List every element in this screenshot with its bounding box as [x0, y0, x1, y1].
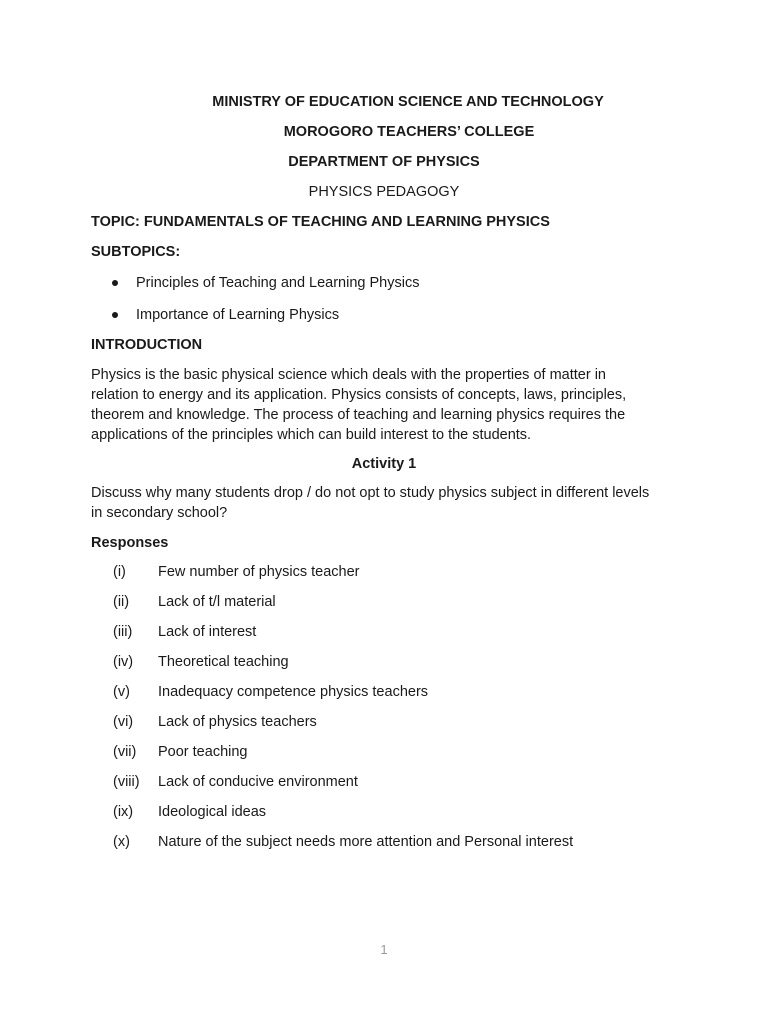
response-number: (vii) — [113, 744, 137, 760]
response-text: Lack of physics teachers — [158, 714, 317, 730]
response-number: (x) — [113, 834, 130, 850]
bullet-icon — [112, 312, 118, 318]
activity-question — [91, 483, 691, 523]
response-text: Lack of conducive environment — [158, 774, 358, 790]
paragraph-line: relation to energy and its application. Physics consists of concepts, laws, principles, — [91, 387, 627, 403]
paragraph-line: theorem and knowledge. The process of teaching and learning physics requires the — [91, 407, 626, 423]
response-text: Nature of the subject needs more attention and Personal interest — [158, 834, 574, 850]
introduction-paragraph — [91, 365, 691, 445]
question-line: in secondary school? — [91, 505, 228, 521]
responses-heading: Responses — [91, 535, 169, 551]
question-line: Discuss why many students drop / do not opt to study physics subject in different levels — [91, 485, 650, 501]
response-number: (iv) — [113, 654, 134, 670]
response-number: (iii) — [113, 624, 133, 640]
topic-heading: TOPIC: FUNDAMENTALS OF TEACHING AND LEARNING PHYSICS — [91, 214, 550, 230]
response-number: (ix) — [113, 804, 134, 820]
response-text: Inadequacy competence physics teachers — [158, 684, 429, 700]
response-text: Lack of interest — [158, 624, 257, 640]
response-text: Poor teaching — [158, 744, 248, 760]
response-number: (ii) — [113, 594, 130, 610]
paragraph-line: applications of the principles which can build interest to the students. — [91, 427, 532, 443]
college-heading: MOROGORO TEACHERS’ COLLEGE — [283, 124, 535, 140]
response-number: (vi) — [113, 714, 134, 730]
department-heading: DEPARTMENT OF PHYSICS — [288, 154, 480, 170]
response-text: Ideological ideas — [158, 804, 267, 820]
activity-title: Activity 1 — [351, 456, 417, 472]
response-number: (viii) — [113, 774, 140, 790]
subtopic-text: Importance of Learning Physics — [136, 307, 340, 323]
ministry-heading: MINISTRY OF EDUCATION SCIENCE AND TECHNOLOGY — [212, 94, 604, 110]
introduction-heading: INTRODUCTION — [91, 337, 203, 353]
page-number: 1 — [380, 942, 388, 957]
course-title: PHYSICS PEDAGOGY — [308, 184, 460, 200]
subtopics-heading: SUBTOPICS: — [91, 244, 181, 260]
subtopic-text: Principles of Teaching and Learning Physics — [136, 275, 420, 291]
bullet-icon — [112, 280, 118, 286]
response-number: (i) — [113, 564, 126, 580]
response-text: Theoretical teaching — [158, 654, 289, 670]
response-text: Lack of t/l material — [158, 594, 276, 610]
response-text: Few number of physics teacher — [158, 564, 360, 580]
response-number: (v) — [113, 684, 130, 700]
paragraph-line: Physics is the basic physical science which deals with the properties of matter in — [91, 367, 606, 383]
